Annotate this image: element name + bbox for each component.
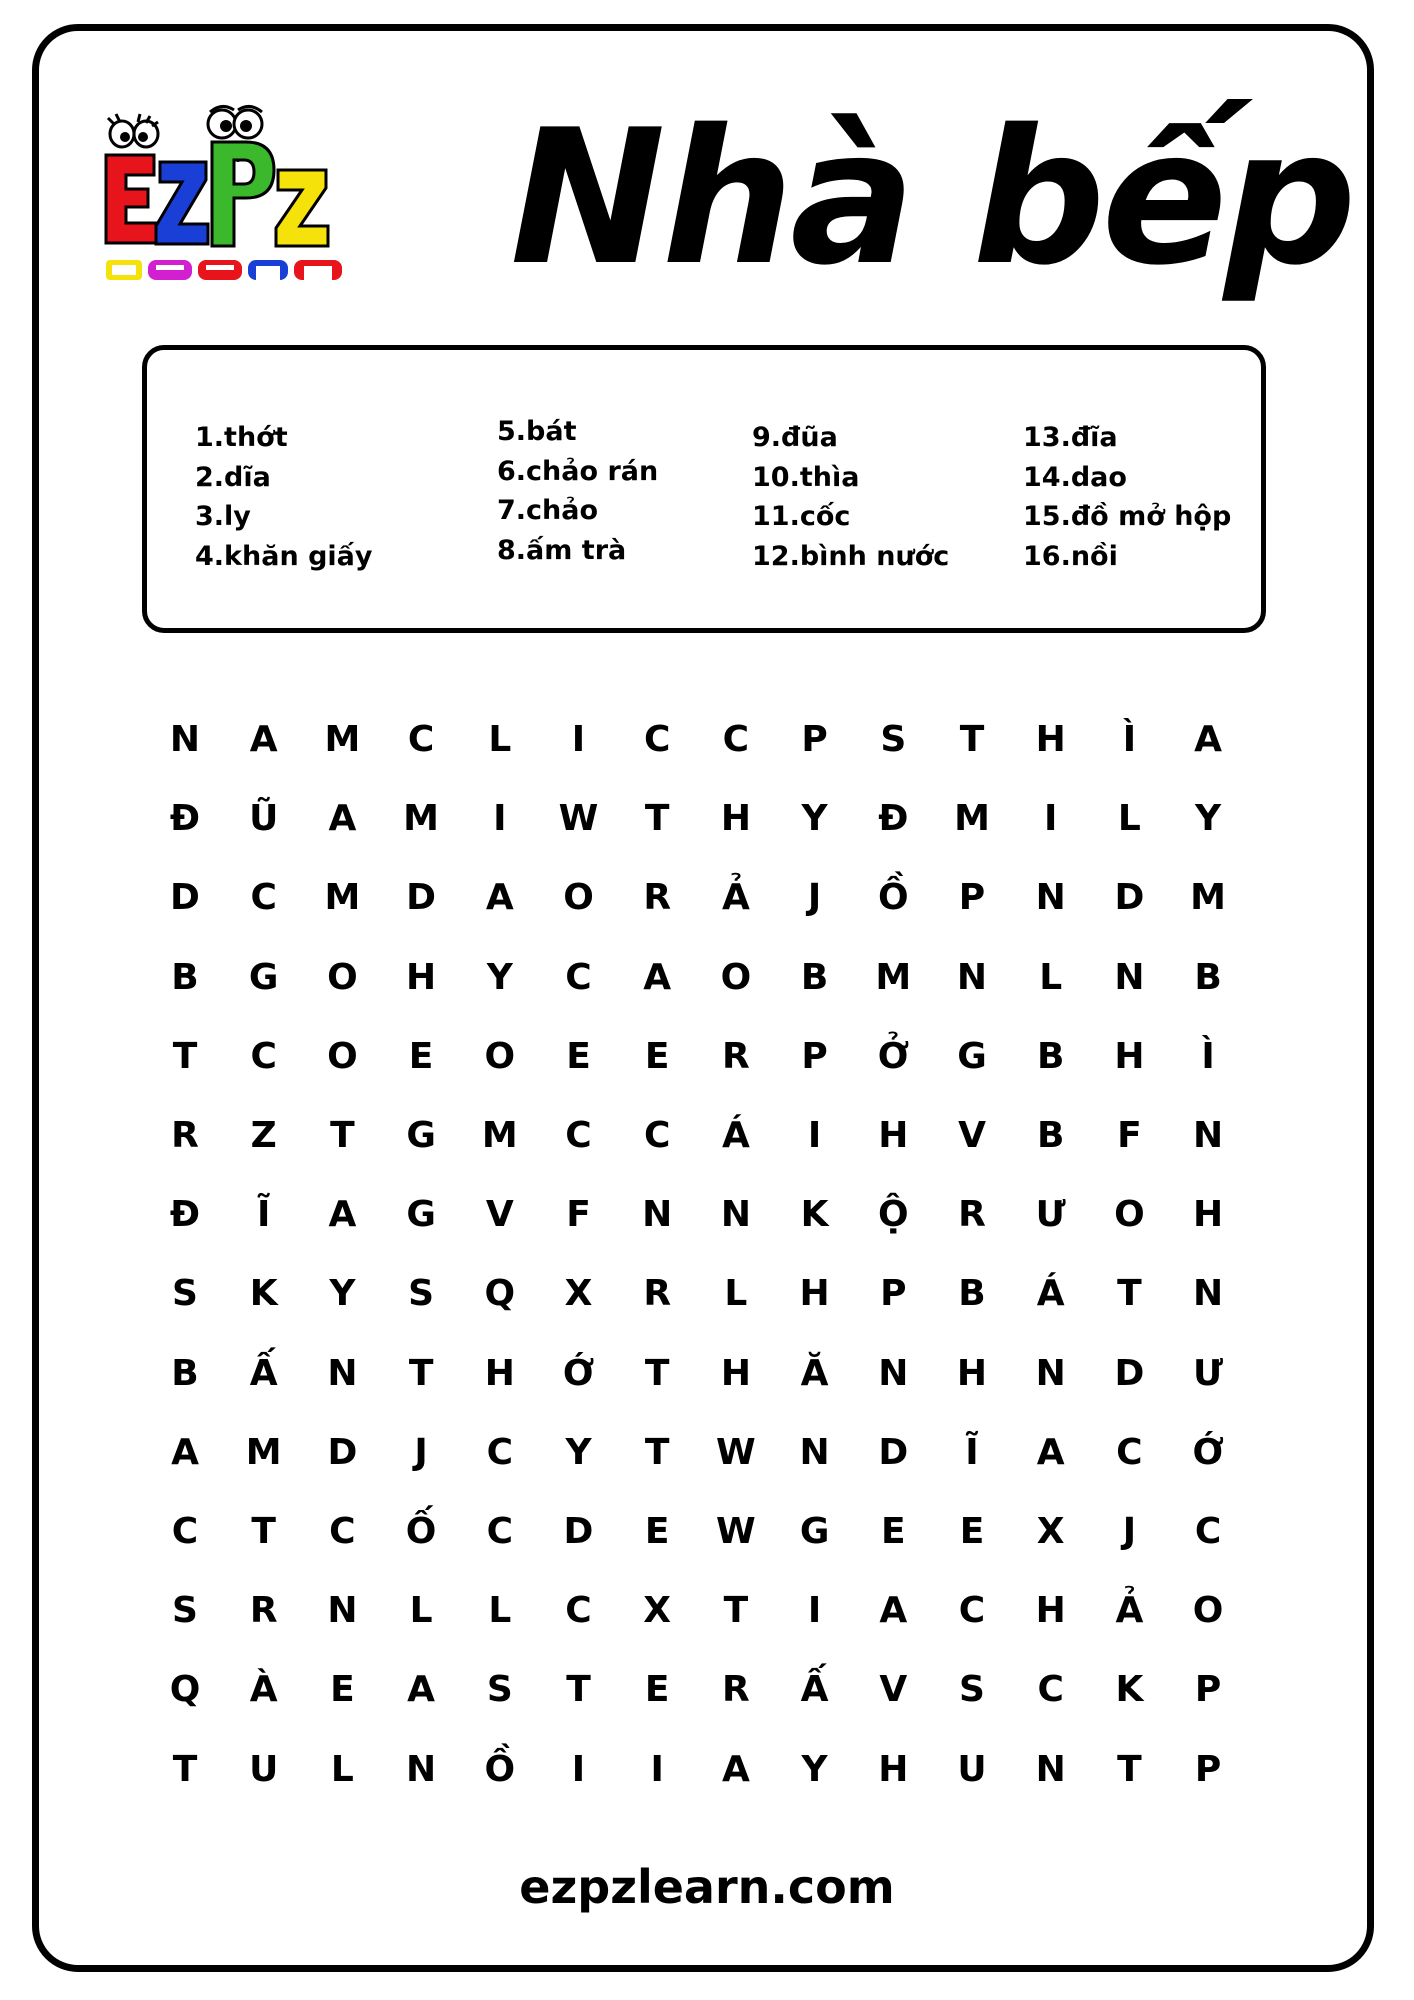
word-item: 8.ấm trà bbox=[497, 534, 627, 566]
grid-letter: E bbox=[881, 1511, 906, 1552]
grid-letter: H bbox=[720, 1352, 751, 1394]
grid-letter: A bbox=[1194, 719, 1223, 760]
grid-letter: I bbox=[571, 1748, 586, 1790]
grid-letter: R bbox=[643, 1273, 672, 1315]
grid-letter: M bbox=[245, 1431, 282, 1473]
grid-letter: C bbox=[565, 956, 592, 998]
grid-letter: A bbox=[1036, 1431, 1065, 1473]
grid-letter: E bbox=[566, 1035, 591, 1077]
grid-letter: Q bbox=[484, 1273, 516, 1315]
grid-letter: H bbox=[720, 798, 751, 840]
grid-letter: Ĩ bbox=[965, 1431, 979, 1473]
grid-letter: O bbox=[484, 1035, 516, 1077]
grid-letter: B bbox=[1036, 1115, 1065, 1156]
grid-letter: L bbox=[1039, 956, 1063, 998]
grid-letter: V bbox=[879, 1669, 908, 1711]
grid-letter: D bbox=[1114, 1352, 1145, 1394]
grid-letter: Y bbox=[486, 956, 513, 998]
grid-letter: A bbox=[249, 719, 278, 760]
grid-letter: S bbox=[172, 1273, 198, 1315]
grid-letter: T bbox=[644, 798, 670, 840]
grid-letter: Ở bbox=[877, 1035, 910, 1077]
grid-letter: R bbox=[249, 1590, 278, 1632]
grid-letter: H bbox=[1114, 1035, 1145, 1077]
grid-letter: N bbox=[169, 719, 201, 760]
grid-letter: A bbox=[879, 1590, 908, 1632]
grid-letter: N bbox=[720, 1194, 751, 1236]
grid-letter: N bbox=[878, 1352, 909, 1394]
grid-letter: T bbox=[330, 1115, 355, 1156]
grid-letter: C bbox=[565, 1590, 592, 1632]
grid-letter: R bbox=[722, 1669, 750, 1711]
grid-letter: R bbox=[722, 1035, 750, 1077]
grid-letter: O bbox=[1192, 1590, 1224, 1632]
grid-letter: B bbox=[1036, 1035, 1065, 1077]
word-item: 7.chảo bbox=[497, 495, 599, 526]
grid-letter: T bbox=[723, 1590, 749, 1632]
grid-letter: T bbox=[251, 1511, 276, 1552]
grid-letter: C bbox=[1194, 1511, 1222, 1552]
grid-letter: H bbox=[1035, 719, 1066, 760]
grid-letter: M bbox=[1190, 877, 1226, 919]
grid-letter: H bbox=[1035, 1590, 1066, 1632]
grid-letter: T bbox=[408, 1352, 434, 1394]
grid-letter: Á bbox=[1036, 1273, 1065, 1315]
grid-letter: Y bbox=[801, 1748, 828, 1790]
grid-letter: I bbox=[1043, 798, 1058, 840]
grid-letter: Ồ bbox=[484, 1748, 516, 1790]
grid-letter: H bbox=[484, 1352, 515, 1394]
grid-letter: N bbox=[1035, 877, 1066, 919]
grid-letter: A bbox=[328, 1194, 357, 1236]
grid-letter: C bbox=[643, 719, 671, 760]
grid-letter: W bbox=[716, 1511, 756, 1552]
grid-letter: N bbox=[1193, 1115, 1224, 1156]
grid-letter: C bbox=[250, 1035, 277, 1077]
word-item: 6.chảo rán bbox=[497, 455, 659, 487]
word-item: 16.nồi bbox=[1023, 540, 1118, 572]
grid-letter: Đ bbox=[169, 1194, 201, 1236]
grid-letter: C bbox=[1037, 1669, 1064, 1711]
grid-letter: B bbox=[958, 1273, 986, 1315]
grid-letter: I bbox=[807, 1590, 822, 1632]
grid-letter: J bbox=[807, 877, 822, 919]
grid-letter: H bbox=[799, 1273, 830, 1315]
grid-letter: A bbox=[721, 1748, 750, 1790]
grid-letter: M bbox=[324, 877, 361, 919]
grid-letter: K bbox=[1115, 1669, 1144, 1711]
grid-letter: S bbox=[172, 1590, 198, 1632]
grid-letter: N bbox=[1193, 1273, 1224, 1315]
grid-letter: A bbox=[171, 1431, 199, 1473]
grid-letter: A bbox=[328, 798, 357, 840]
grid-letter: P bbox=[801, 719, 828, 760]
grid-letter: B bbox=[171, 956, 199, 998]
grid-letter: Ì bbox=[1201, 1035, 1215, 1077]
logo-bottom-text: learn bbox=[238, 286, 241, 287]
grid-letter: L bbox=[330, 1748, 354, 1790]
grid-letter: N bbox=[956, 956, 988, 998]
footer-website: ezpzlearn.com bbox=[519, 1860, 895, 1914]
grid-letter: Ư bbox=[1193, 1352, 1224, 1394]
grid-letter: Ộ bbox=[877, 1194, 909, 1236]
grid-letter: T bbox=[1117, 1273, 1142, 1315]
grid-letter: F bbox=[1117, 1115, 1142, 1156]
grid-letter: Ấ bbox=[800, 1669, 829, 1711]
grid-letter: U bbox=[957, 1748, 987, 1790]
word-item: 13.đĩa bbox=[1023, 422, 1118, 453]
grid-letter: B bbox=[800, 956, 829, 998]
grid-letter: M bbox=[875, 956, 912, 998]
grid-letter: M bbox=[481, 1115, 518, 1156]
grid-letter: D bbox=[1114, 877, 1145, 919]
grid-letter: P bbox=[880, 1273, 907, 1315]
grid-letter: B bbox=[171, 1352, 199, 1394]
grid-letter: Ố bbox=[405, 1511, 437, 1552]
grid-letter: Á bbox=[721, 1115, 750, 1156]
grid-letter: O bbox=[563, 877, 594, 919]
grid-letter: Y bbox=[801, 798, 828, 840]
grid-letter: C bbox=[722, 719, 750, 760]
grid-letter: X bbox=[564, 1273, 593, 1315]
grid-letter: Ư bbox=[1035, 1194, 1066, 1236]
grid-letter: S bbox=[408, 1273, 435, 1315]
grid-letter: I bbox=[493, 798, 507, 840]
grid-letter: D bbox=[878, 1431, 909, 1473]
grid-letter: N bbox=[1035, 1748, 1066, 1790]
grid-letter: D bbox=[406, 877, 437, 919]
word-item: 1.thớt bbox=[195, 422, 288, 453]
grid-letter: E bbox=[408, 1035, 434, 1077]
grid-letter: C bbox=[1116, 1431, 1143, 1473]
grid-letter: Ì bbox=[1122, 719, 1137, 760]
word-item: 5.bát bbox=[497, 416, 577, 447]
grid-letter: U bbox=[249, 1748, 279, 1790]
grid-letter: N bbox=[1035, 1352, 1066, 1394]
grid-letter: À bbox=[249, 1669, 278, 1711]
grid-letter: G bbox=[406, 1115, 436, 1156]
grid-letter: E bbox=[959, 1511, 985, 1552]
grid-letter: V bbox=[485, 1194, 514, 1236]
grid-letter: X bbox=[1036, 1511, 1065, 1552]
grid-letter: K bbox=[800, 1194, 829, 1236]
grid-letter: R bbox=[171, 1115, 199, 1156]
grid-letter: C bbox=[329, 1511, 356, 1552]
grid-letter: C bbox=[565, 1115, 592, 1156]
grid-letter: Ả bbox=[721, 877, 750, 919]
grid-letter: Q bbox=[169, 1669, 201, 1711]
grid-letter: M bbox=[324, 719, 361, 760]
grid-letter: Đ bbox=[878, 798, 909, 840]
grid-letter: H bbox=[406, 956, 437, 998]
grid-letter: S bbox=[880, 719, 907, 760]
grid-letter: C bbox=[486, 1431, 513, 1473]
grid-letter: L bbox=[409, 1590, 433, 1632]
grid-letter: H bbox=[878, 1748, 909, 1790]
grid-letter: C bbox=[407, 719, 435, 760]
word-item: 4.khăn giấy bbox=[195, 540, 373, 572]
grid-letter: Ồ bbox=[877, 877, 909, 919]
grid-letter: A bbox=[485, 877, 514, 919]
grid-letter: S bbox=[486, 1669, 513, 1711]
grid-letter: D bbox=[563, 1511, 594, 1552]
grid-letter: N bbox=[799, 1431, 830, 1473]
grid-letter: Ă bbox=[800, 1352, 829, 1394]
grid-letter: Ả bbox=[1115, 1590, 1144, 1632]
grid-letter: H bbox=[1193, 1194, 1224, 1236]
grid-letter: N bbox=[327, 1590, 358, 1632]
grid-letter: J bbox=[1122, 1511, 1137, 1552]
grid-letter: T bbox=[959, 719, 985, 760]
grid-letter: L bbox=[1117, 798, 1141, 840]
grid-letter: N bbox=[327, 1352, 358, 1394]
grid-letter: I bbox=[807, 1115, 822, 1156]
grid-letter: C bbox=[643, 1115, 671, 1156]
grid-letter: C bbox=[250, 877, 277, 919]
grid-letter: Y bbox=[565, 1431, 592, 1473]
grid-letter: O bbox=[1114, 1194, 1145, 1236]
grid-letter: B bbox=[1194, 956, 1222, 998]
grid-letter: P bbox=[801, 1035, 828, 1077]
grid-letter: P bbox=[1194, 1669, 1222, 1711]
grid-letter: T bbox=[172, 1748, 198, 1790]
grid-letter: G bbox=[406, 1194, 436, 1236]
grid-letter: C bbox=[486, 1511, 513, 1552]
grid-letter: X bbox=[643, 1590, 672, 1632]
grid-letter: H bbox=[878, 1115, 909, 1156]
grid-letter: M bbox=[403, 798, 439, 840]
grid-letter: L bbox=[488, 719, 512, 760]
grid-letter: O bbox=[327, 1035, 358, 1077]
grid-letter: S bbox=[959, 1669, 985, 1711]
grid-letter: J bbox=[414, 1431, 428, 1473]
grid-letter: H bbox=[956, 1352, 988, 1394]
grid-letter: C bbox=[958, 1590, 986, 1632]
grid-letter: G bbox=[957, 1035, 987, 1077]
grid-letter: O bbox=[327, 956, 358, 998]
grid-letter: Ớ bbox=[562, 1352, 595, 1394]
word-item: 12.bình nước bbox=[752, 540, 950, 572]
grid-letter: P bbox=[958, 877, 986, 919]
grid-letter: T bbox=[644, 1352, 670, 1394]
grid-letter: Y bbox=[329, 1273, 356, 1315]
grid-letter: E bbox=[644, 1035, 670, 1077]
grid-letter: Ũ bbox=[249, 798, 279, 840]
grid-letter: E bbox=[330, 1669, 355, 1711]
grid-letter: E bbox=[644, 1511, 670, 1552]
page-title: Nhà bếp bbox=[510, 89, 1353, 306]
grid-letter: T bbox=[1117, 1748, 1142, 1790]
grid-letter: T bbox=[644, 1431, 670, 1473]
grid-letter: N bbox=[1114, 956, 1145, 998]
grid-letter: Đ bbox=[169, 798, 201, 840]
grid-letter: G bbox=[248, 956, 279, 998]
grid-letter: O bbox=[720, 956, 752, 998]
grid-letter: N bbox=[406, 1748, 437, 1790]
grid-letter: Ĩ bbox=[256, 1194, 271, 1236]
grid-letter: G bbox=[799, 1511, 830, 1552]
grid-letter: W bbox=[558, 798, 599, 840]
grid-letter: W bbox=[716, 1431, 756, 1473]
grid-letter: V bbox=[958, 1115, 986, 1156]
grid-letter: Ớ bbox=[1192, 1431, 1224, 1473]
grid-letter: R bbox=[643, 877, 672, 919]
grid-letter: Z bbox=[250, 1115, 277, 1156]
grid-letter: I bbox=[571, 719, 586, 760]
grid-letter: M bbox=[954, 798, 990, 840]
grid-letter: L bbox=[488, 1590, 512, 1632]
grid-letter: R bbox=[958, 1194, 986, 1236]
grid-letter: D bbox=[327, 1431, 358, 1473]
grid-letter: E bbox=[644, 1669, 670, 1711]
grid-letter: C bbox=[171, 1511, 199, 1552]
grid-letter: A bbox=[643, 956, 672, 998]
grid-letter: T bbox=[566, 1669, 591, 1711]
word-item: 10.thìa bbox=[752, 461, 860, 493]
grid-letter: D bbox=[170, 877, 200, 919]
word-item: 11.cốc bbox=[752, 501, 851, 532]
grid-letter: Ấ bbox=[249, 1352, 278, 1394]
grid-letter: K bbox=[249, 1273, 278, 1315]
word-item: 15.đồ mở hộp bbox=[1023, 501, 1232, 532]
grid-letter: T bbox=[172, 1035, 198, 1077]
grid-letter: N bbox=[642, 1194, 673, 1236]
grid-letter: Y bbox=[1195, 798, 1222, 840]
word-item: 9.đũa bbox=[752, 422, 838, 453]
word-item: 14.dao bbox=[1023, 461, 1127, 493]
word-item: 3.ly bbox=[195, 501, 251, 532]
grid-letter: A bbox=[407, 1669, 436, 1711]
grid-letter: P bbox=[1194, 1748, 1222, 1790]
grid-letter: L bbox=[724, 1273, 748, 1315]
grid-letter: F bbox=[566, 1194, 591, 1236]
word-item: 2.dĩa bbox=[195, 461, 271, 493]
grid-letter: I bbox=[650, 1748, 664, 1790]
